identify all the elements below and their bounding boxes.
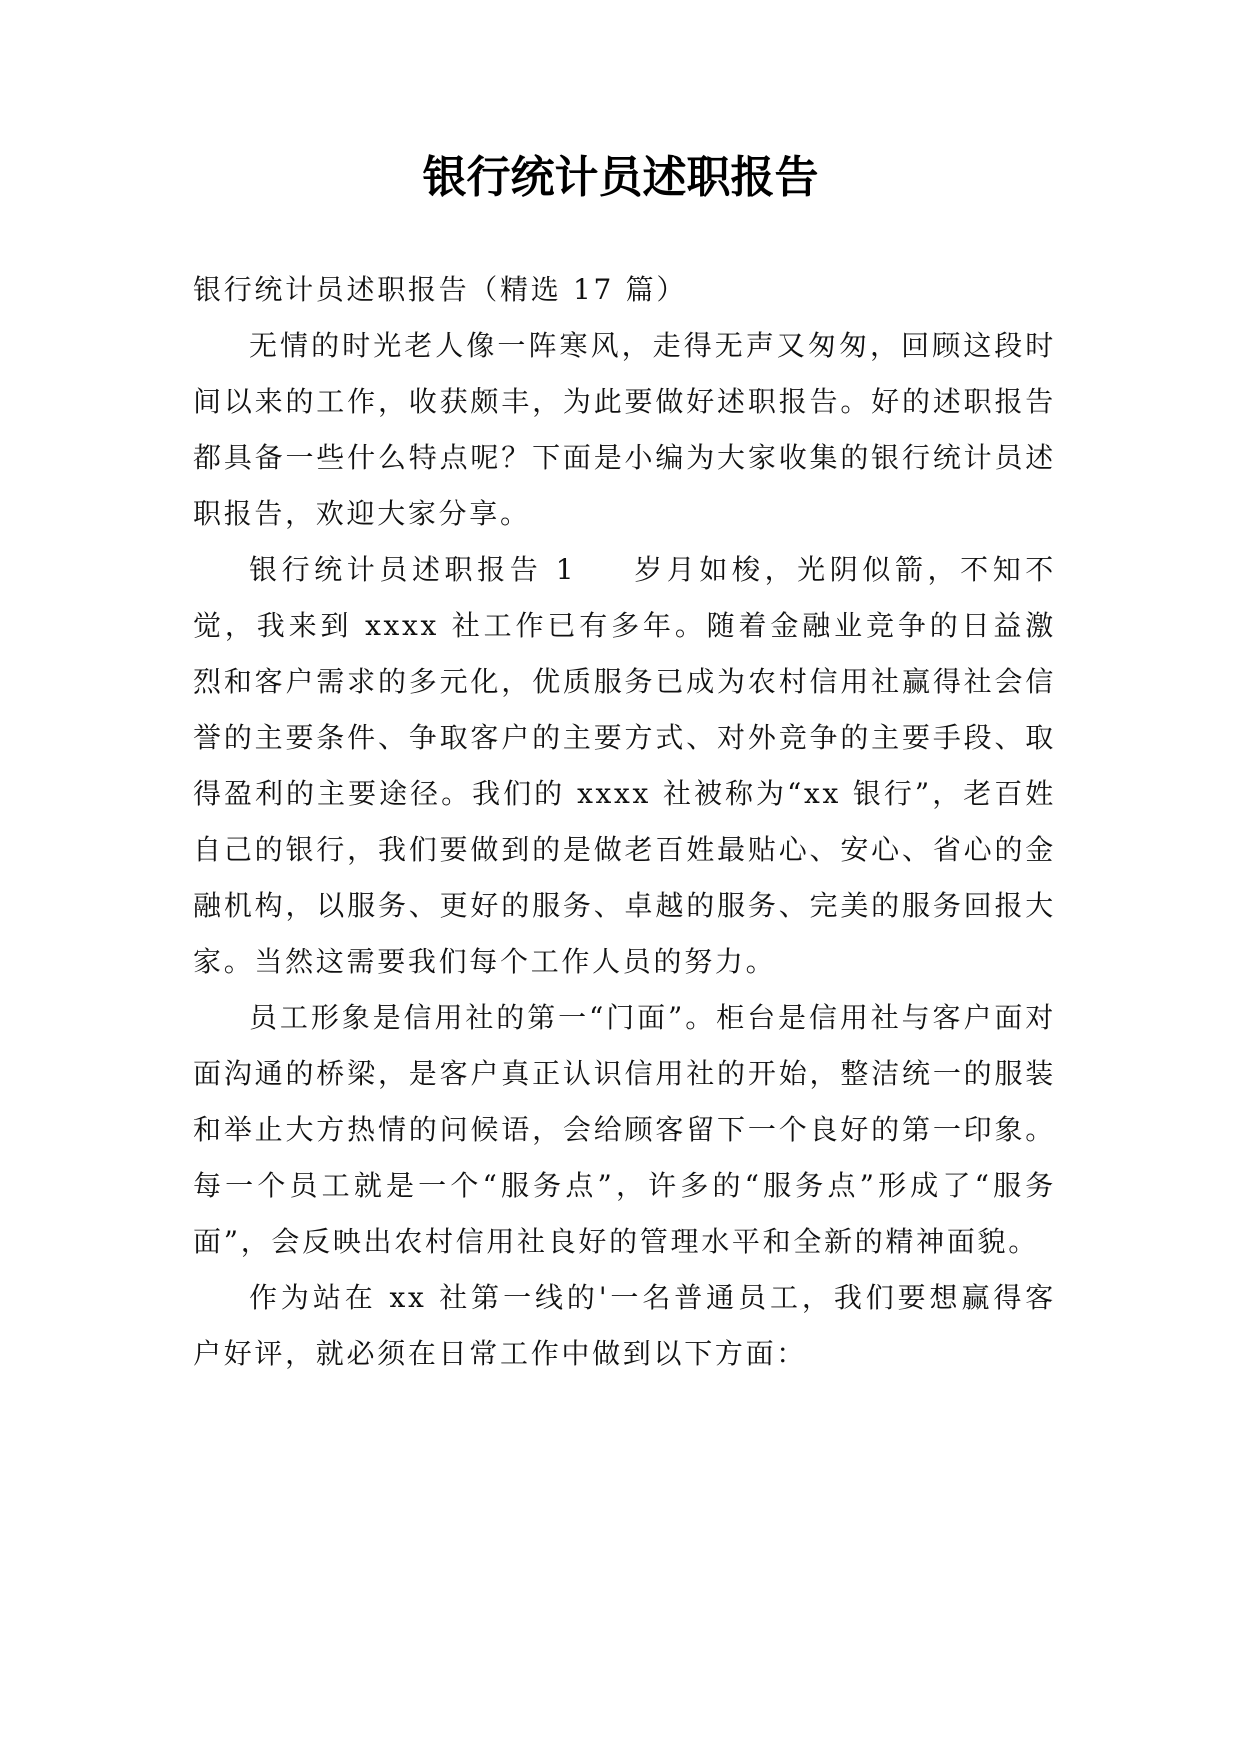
document-title: 银行统计员述职报告 bbox=[422, 152, 819, 203]
document-body bbox=[193, 262, 1056, 1382]
section-1-heading: 银行统计员述职报告 1 bbox=[249, 553, 577, 586]
section-1-text: 岁月如梭，光阴似箭，不知不觉，我来到 xxxx 社工作已有多年。随着金融业竞争的日益激烈和客户需求的多元化，优质服务已成为农村信用社赢得社会信誉的主要条件、争取客户的主要方式、对外竞争的主要手段、取得盈利的主要途径。我们的 xxxx 社被称为“xx 银行”，老百姓自己的银行，我们要做到的是做老百姓最贴心、安心、省心的金融机构，以服务、更好的服务、卓越的服务、完美的服务回报大家。当然这需要我们每个工作人员的努力。 bbox=[193, 553, 1056, 978]
employee-image-paragraph: 员工形象是信用社的第一“门面”。柜台是信用社与客户面对面沟通的桥梁，是客户真正认识信用社的开始，整洁统一的服装和举止大方热情的问候语，会给顾客留下一个良好的第一印象。每一个员工就是一个“服务点”，许多的“服务点”形成了“服务面”，会反映出农村信用社良好的管理水平和全新的精神面貌。 bbox=[193, 1001, 1056, 1258]
intro-paragraph: 无情的时光老人像一阵寒风，走得无声又匆匆，回顾这段时间以来的工作，收获颇丰，为此要做好述职报告。好的述职报告都具备一些什么特点呢？下面是小编为大家收集的银行统计员述职报告，欢迎大家分享。 bbox=[193, 329, 1056, 530]
section-1-paragraph bbox=[193, 542, 1056, 990]
frontline-paragraph: 作为站在 xx 社第一线的'一名普通员工，我们要想赢得客户好评，就必须在日常工作中做到以下方面： bbox=[193, 1281, 1056, 1370]
document-subtitle: 银行统计员述职报告（精选 17 篇） bbox=[193, 273, 688, 306]
